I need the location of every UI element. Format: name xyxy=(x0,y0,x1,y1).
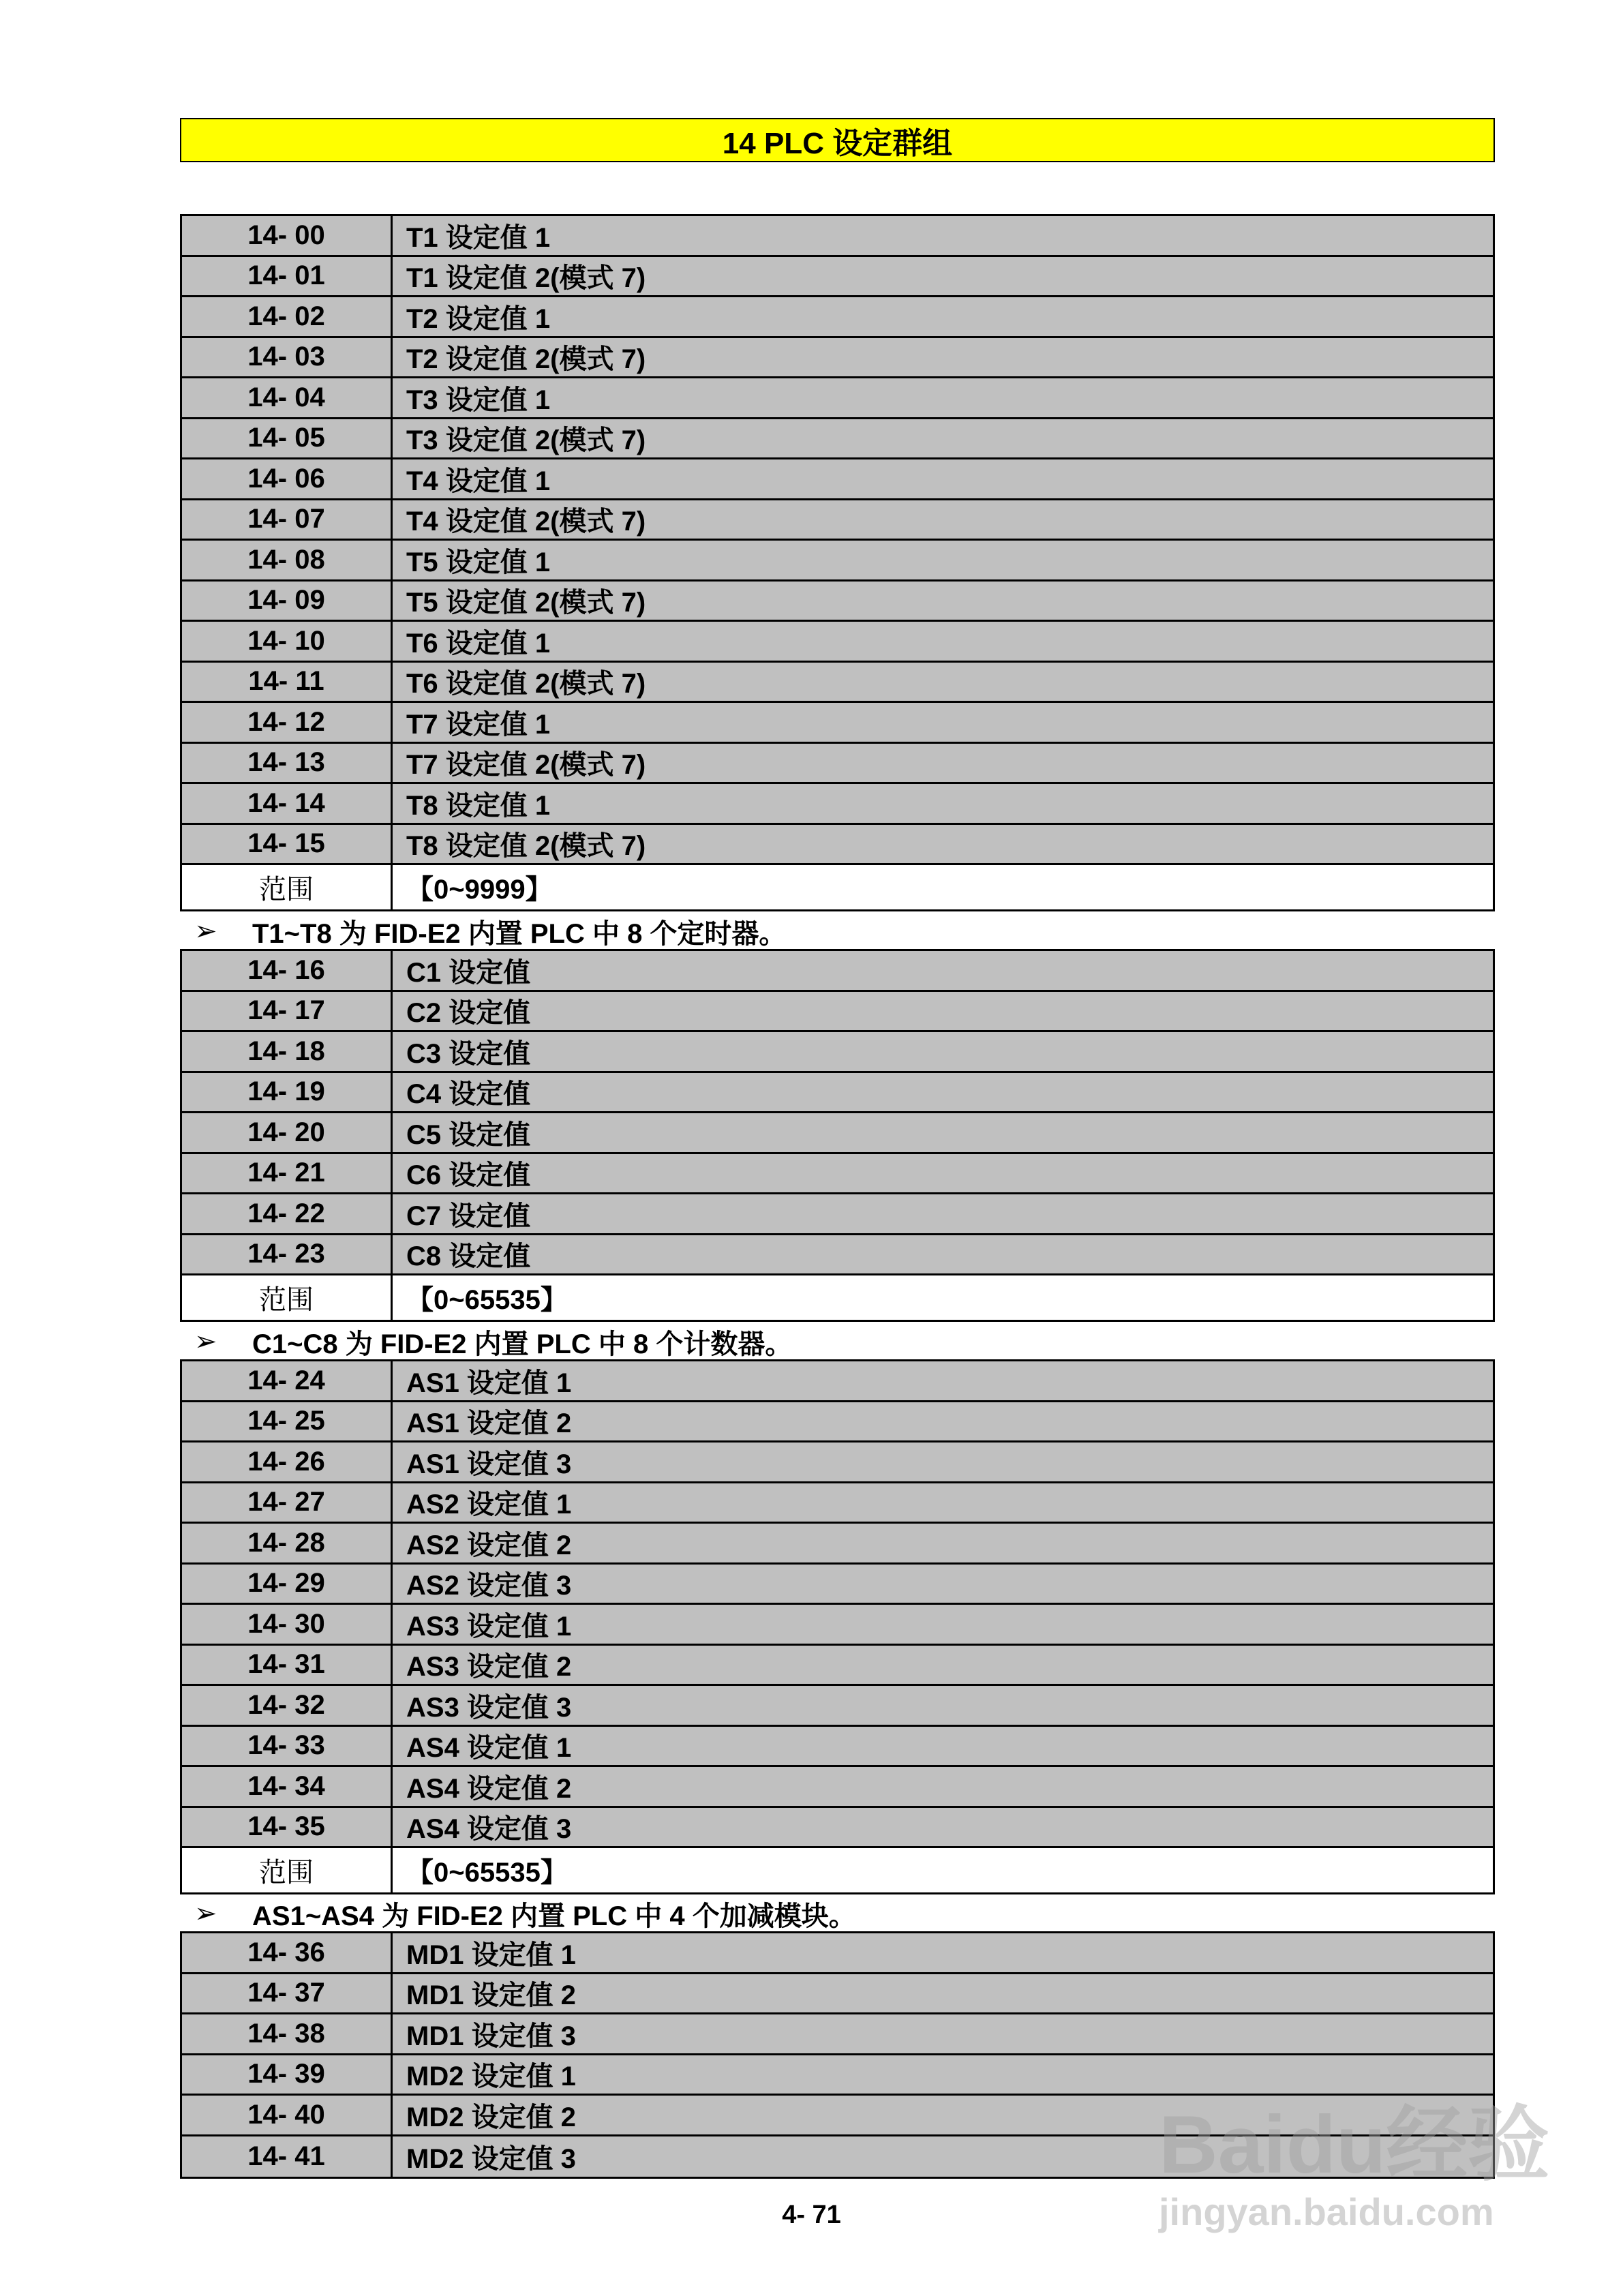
parameter-code: 14- 04 xyxy=(182,378,393,417)
table-row xyxy=(182,1032,1493,1073)
table-note xyxy=(194,1893,856,1934)
table-row xyxy=(182,257,1493,298)
parameter-code: 14- 11 xyxy=(182,663,393,701)
parameter-code: 14- 16 xyxy=(182,951,393,990)
table-row xyxy=(182,663,1493,704)
parameter-description: AS3 设定值 2 xyxy=(406,1652,572,1682)
range-row xyxy=(182,1275,1493,1320)
parameter-description: C1 设定值 xyxy=(406,957,531,988)
table-row xyxy=(182,1483,1493,1524)
table-row xyxy=(182,297,1493,338)
table-row xyxy=(182,1605,1493,1646)
parameter-description: T7 设定值 1 xyxy=(406,709,551,740)
parameter-description: C3 设定值 xyxy=(406,1038,531,1069)
note-text: AS1~AS4 为 FID-E2 内置 PLC 中 4 个加减模块。 xyxy=(252,1901,856,1931)
table-row xyxy=(182,1646,1493,1687)
bullet-arrow-icon: ➢ xyxy=(194,1899,217,1929)
parameter-description: AS3 设定值 1 xyxy=(406,1611,572,1642)
parameter-description: T4 设定值 1 xyxy=(406,466,551,496)
parameter-code: 14- 30 xyxy=(182,1605,393,1644)
parameter-code: 14- 36 xyxy=(182,1933,393,1972)
table-row xyxy=(182,500,1493,541)
table-row xyxy=(182,1524,1493,1565)
parameter-description: AS4 设定值 1 xyxy=(406,1733,572,1764)
parameter-description: T3 设定值 1 xyxy=(406,384,551,415)
parameter-code: 14- 19 xyxy=(182,1073,393,1112)
table-note xyxy=(194,911,786,952)
parameter-description: AS4 设定值 3 xyxy=(406,1814,572,1845)
table-row xyxy=(182,1767,1493,1808)
parameter-description: C2 设定值 xyxy=(406,998,531,1029)
parameter-code: 14- 24 xyxy=(182,1361,393,1400)
parameter-description: AS1 设定值 2 xyxy=(406,1408,572,1439)
parameter-description: T7 设定值 2(模式 7) xyxy=(406,750,646,781)
table-row xyxy=(182,1808,1493,1849)
parameter-code: 14- 23 xyxy=(182,1235,393,1274)
parameter-description: T2 设定值 2(模式 7) xyxy=(406,344,646,375)
table-row xyxy=(182,1686,1493,1727)
table-row xyxy=(182,1727,1493,1768)
parameter-description: MD1 设定值 3 xyxy=(406,2021,576,2051)
parameter-description: C8 设定值 xyxy=(406,1241,531,1272)
parameter-code: 14- 37 xyxy=(182,1974,393,2013)
parameter-description: T8 设定值 1 xyxy=(406,790,551,821)
parameter-code: 14- 03 xyxy=(182,338,393,377)
bullet-arrow-icon: ➢ xyxy=(194,1327,217,1357)
parameter-description: T1 设定值 1 xyxy=(406,222,551,253)
parameter-table xyxy=(180,214,1495,911)
table-note xyxy=(194,1321,792,1362)
parameter-description: AS2 设定值 1 xyxy=(406,1490,572,1520)
table-row xyxy=(182,1361,1493,1402)
parameter-code: 14- 02 xyxy=(182,297,393,336)
table-row xyxy=(182,378,1493,419)
parameter-code: 14- 00 xyxy=(182,216,393,255)
bullet-arrow-icon: ➢ xyxy=(194,916,217,946)
parameter-code: 14- 21 xyxy=(182,1154,393,1193)
parameter-description: AS1 设定值 1 xyxy=(406,1368,572,1398)
table-row xyxy=(182,951,1493,992)
table-row xyxy=(182,216,1493,257)
table-row xyxy=(182,825,1493,866)
table-row xyxy=(182,1933,1493,1974)
parameter-code: 14- 39 xyxy=(182,2055,393,2094)
parameter-code: 14- 08 xyxy=(182,541,393,579)
range-value: 【0~65535】 xyxy=(406,1285,568,1315)
parameter-description: MD1 设定值 1 xyxy=(406,1939,576,1970)
parameter-description: T3 设定值 2(模式 7) xyxy=(406,425,646,456)
parameter-code: 14- 18 xyxy=(182,1032,393,1071)
parameter-description: MD2 设定值 3 xyxy=(406,2143,576,2174)
parameter-table xyxy=(180,949,1495,1322)
parameter-description: AS3 设定值 3 xyxy=(406,1692,572,1723)
parameter-code: 14- 12 xyxy=(182,703,393,742)
table-row xyxy=(182,1565,1493,1605)
parameter-description: T6 设定值 2(模式 7) xyxy=(406,669,646,699)
section-title: 14 PLC 设定群组 xyxy=(180,118,1495,162)
table-row xyxy=(182,2014,1493,2055)
parameter-code: 14- 29 xyxy=(182,1565,393,1603)
parameter-code: 14- 31 xyxy=(182,1646,393,1685)
note-text: C1~C8 为 FID-E2 内置 PLC 中 8 个计数器。 xyxy=(252,1329,793,1359)
table-row xyxy=(182,1974,1493,2015)
parameter-description: T4 设定值 2(模式 7) xyxy=(406,507,646,537)
parameter-code: 14- 01 xyxy=(182,257,393,296)
parameter-description: MD1 设定值 2 xyxy=(406,1980,576,2011)
range-label: 范围 xyxy=(182,1848,393,1892)
table-row xyxy=(182,1194,1493,1235)
parameter-code: 14- 14 xyxy=(182,784,393,823)
table-row xyxy=(182,703,1493,744)
parameter-code: 14- 25 xyxy=(182,1402,393,1441)
parameter-code: 14- 40 xyxy=(182,2096,393,2134)
parameter-description: T5 设定值 2(模式 7) xyxy=(406,588,646,618)
parameter-code: 14- 26 xyxy=(182,1442,393,1481)
parameter-code: 14- 27 xyxy=(182,1483,393,1522)
table-row xyxy=(182,784,1493,825)
range-row xyxy=(182,1848,1493,1892)
parameter-code: 14- 32 xyxy=(182,1686,393,1725)
page-number: 4- 71 xyxy=(782,2201,841,2229)
table-row xyxy=(182,622,1493,663)
table-row xyxy=(182,581,1493,622)
watermark-logo: Baidu经验 jingyan.baidu.com xyxy=(1159,2099,1550,2233)
parameter-code: 14- 34 xyxy=(182,1767,393,1806)
parameter-code: 14- 06 xyxy=(182,459,393,498)
parameter-description: T2 设定值 1 xyxy=(406,303,551,334)
parameter-code: 14- 15 xyxy=(182,825,393,864)
table-row xyxy=(182,338,1493,379)
parameter-description: MD2 设定值 2 xyxy=(406,2102,576,2132)
table-row xyxy=(182,1402,1493,1443)
parameter-code: 14- 05 xyxy=(182,419,393,458)
parameter-code: 14- 22 xyxy=(182,1194,393,1233)
table-row xyxy=(182,1235,1493,1276)
parameter-description: C5 设定值 xyxy=(406,1119,531,1150)
table-row xyxy=(182,1154,1493,1195)
table-row xyxy=(182,992,1493,1033)
parameter-code: 14- 33 xyxy=(182,1727,393,1766)
parameter-code: 14- 13 xyxy=(182,744,393,783)
parameter-description: AS2 设定值 2 xyxy=(406,1530,572,1560)
parameter-code: 14- 41 xyxy=(182,2136,393,2177)
parameter-description: T1 设定值 2(模式 7) xyxy=(406,263,646,294)
range-label: 范围 xyxy=(182,1275,393,1320)
table-row xyxy=(182,1113,1493,1154)
table-row xyxy=(182,541,1493,581)
parameter-code: 14- 07 xyxy=(182,500,393,539)
parameter-description: C4 设定值 xyxy=(406,1079,531,1110)
parameter-code: 14- 28 xyxy=(182,1524,393,1562)
parameter-description: T5 设定值 1 xyxy=(406,547,551,577)
parameter-code: 14- 35 xyxy=(182,1808,393,1847)
range-value: 【0~9999】 xyxy=(406,875,553,905)
parameter-code: 14- 17 xyxy=(182,992,393,1031)
table-row xyxy=(182,459,1493,500)
parameter-description: AS4 设定值 2 xyxy=(406,1773,572,1804)
parameter-code: 14- 20 xyxy=(182,1113,393,1152)
note-text: T1~T8 为 FID-E2 内置 PLC 中 8 个定时器。 xyxy=(252,918,787,949)
table-row xyxy=(182,744,1493,785)
range-value: 【0~65535】 xyxy=(406,1858,568,1888)
range-label: 范围 xyxy=(182,865,393,909)
parameter-description: T8 设定值 2(模式 7) xyxy=(406,831,646,862)
parameter-description: T6 设定值 1 xyxy=(406,628,551,659)
parameter-description: C6 设定值 xyxy=(406,1160,531,1191)
table-row xyxy=(182,419,1493,460)
table-row xyxy=(182,1073,1493,1114)
parameter-code: 14- 09 xyxy=(182,581,393,620)
parameter-code: 14- 38 xyxy=(182,2014,393,2053)
parameter-description: C7 设定值 xyxy=(406,1200,531,1231)
range-row xyxy=(182,865,1493,909)
parameter-table xyxy=(180,1359,1495,1894)
table-row xyxy=(182,1442,1493,1483)
parameter-description: AS1 设定值 3 xyxy=(406,1449,572,1479)
parameter-description: MD2 设定值 1 xyxy=(406,2061,576,2092)
parameter-code: 14- 10 xyxy=(182,622,393,661)
parameter-description: AS2 设定值 3 xyxy=(406,1571,572,1601)
